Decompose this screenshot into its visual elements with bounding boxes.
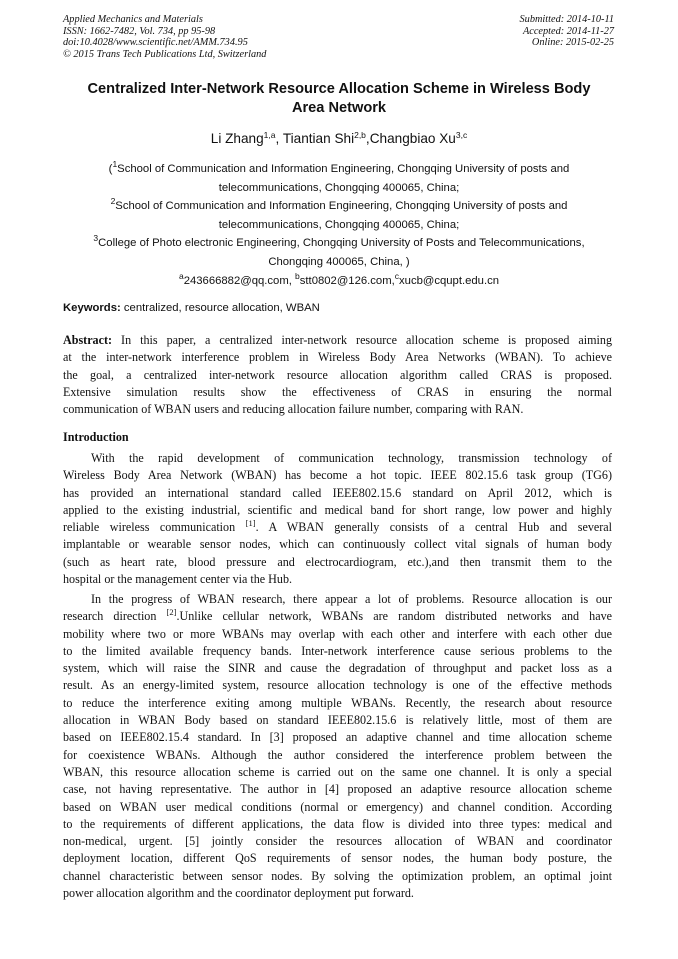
journal-issn: ISSN: 1662-7482, Vol. 734, pp 95-98 [63,25,216,37]
paper-title [55,80,623,118]
journal-doi: doi:10.4028/www.scientific.net/AMM.734.95 [63,37,248,48]
abstract-label: Abstract: [63,333,113,347]
author-affil-sup: 1,a [263,130,276,140]
author-separator: , [275,131,283,146]
keywords-text: centralized, resource allocation, WBAN [120,302,320,314]
journal-name: Applied Mechanics and Materials [63,14,203,25]
online-date: Online: 2015-02-25 [531,37,614,48]
email-line: $^a$243666882@qq.com, $^b$stt0802@126.com,$^c$xucb@cqupt.edu.cn [178,270,500,287]
affiliations [55,160,623,290]
title-line: Area Network [291,100,387,116]
abstract-line: communication of WBAN users and reducing allocation failure number, comparing with RAN. [63,402,524,417]
affiliation-line: $^2$School of Communication and Information Engineering, Chongqing University of posts and [110,196,568,213]
author-name: Tiantian Shi [282,131,355,146]
author-name: Li Zhang [210,131,264,146]
journal-copyright: © 2015 Trans Tech Publications Ltd, Switzerland [63,48,267,60]
abstract: Abstract: In this paper, a centralized inter-network resource allocation scheme is proposed aiming at the inter-network interference problem in Wireless Body Area Networks (WBAN). To achieve the goal, a centralized inter-network resource allocation algorithm called CRAS is proposed. Extensive simulation results show the effectiveness of CRAS in ensuring the normal communication of WBAN users and reducing allocation failure number, comparing with RAN. [63,332,612,418]
title-line: Centralized Inter-Network Resource Allocation Scheme in Wireless Body [87,81,591,97]
affiliation-line: telecommunications, Chongqing 400065, China; [218,181,460,194]
author-name: Changbiao Xu [369,131,456,146]
author-affil-sup: 3,c [455,130,468,140]
affiliation-line: Chongqing 400065, China, ) [268,255,410,268]
affiliation-line: telecommunications, Chongqing 400065, China; [218,218,460,231]
keywords [63,300,623,316]
affiliation-line: $^3$College of Photo electronic Engineering, Chongqing University of Posts and Telecommunications, [93,233,585,250]
abstract-line: at the inter-network interference problem in Wireless Body Area Networks (WBAN). To achieve [63,350,612,365]
author-separator: , [365,131,370,146]
author-affil-sup: 2,b [354,130,366,140]
affiliation-line: ($^1$School of Communication and Information Engineering, Chongqing University of posts and [108,159,570,175]
email-address[interactable]: xucb@cqupt.edu.cn [399,274,500,287]
author-list [0,130,678,148]
intro-paragraph-1: With the rapid development of communication technology, transmission technology of Wireless Body Area Network (WBAN) has become a hot topic. IEEE 802.15.6 task group (TG6) has provided an international standard called IEEE802.15.6 standard on April 2012, which is applied to the existing industrial, scientific and medical band for short range, low power and highly reliable wireless communication [1]. A WBAN generally consists of a central Hub and several implantable or wearable sensor nodes, which can continuously collect vital signals of human body (such as heart rate, blood pressure and electrocardiogram, etc.),and then transmit them to the hospital or the management center via the Hub. [63,451,612,587]
citation-ref[interactable]: [2] [166,607,177,618]
section-heading-introduction: Introduction [63,430,129,444]
abstract-line: Extensive simulation results show the effectiveness of CRAS in ensuring the normal [63,384,612,399]
intro-paragraph-2: In the progress of WBAN research, there appear a lot of problems. Resource allocation is our research direction [2].Unlike cellular network, WBANs are random distributed networks and have mobility where two or more WBANs may overlap with each other and interfere with each other due to the limited available frequency bands. Inter-network interference cause serious problems to the system, which will raise the SINR and cause the degradation of throughput and packet loss as a result. As an energy-limited system, resource allocation technology is one of the effective methods to reduce the interference exiting among multiple WBANs. Recently, the research about resource allocation in WBAN Body based on standard IEEE802.15.6 is relatively little, most of them are based on IEEE802.15.4 standard. In [3] proposed an adaptive channel and time allocation scheme for coexistence WBANs. Although the author considered the interference problem between the WBAN, this resource allocation scheme is carried out on the same one channel. It is only a special case, not having representative. The author in [4] proposed an adaptive resource allocation scheme based on WBAN user medical conditions (normal or emergency) and channel condition. According to the requirements of different applications, the data flow is divided into three types: medical and non-medical, urgent. [5] jointly consider the resources allocation of WBAN and coordinator deployment location, different QoS requirements of sensor nodes, the human body posture, the channel characteristic between sensor nodes. By solving the optimization problem, an optimal joint power allocation algorithm and the coordinator deployment put forward. [63,592,612,901]
email-address[interactable]: 243666882@qq.com, [183,274,296,287]
journal-header-right [520,14,614,49]
citation-ref[interactable]: [1] [245,518,256,529]
submitted-date: Submitted: 2014-10-11 [519,14,614,25]
abstract-line: the goal, a centralized inter-network resource allocation algorithm called CRAS is proposed. [63,367,612,382]
journal-header-left [63,14,266,60]
email-address[interactable]: stt0802@126.com, [299,274,395,287]
keywords-label: Keywords: [63,302,121,314]
accepted-date: Accepted: 2014-11-27 [522,25,614,37]
